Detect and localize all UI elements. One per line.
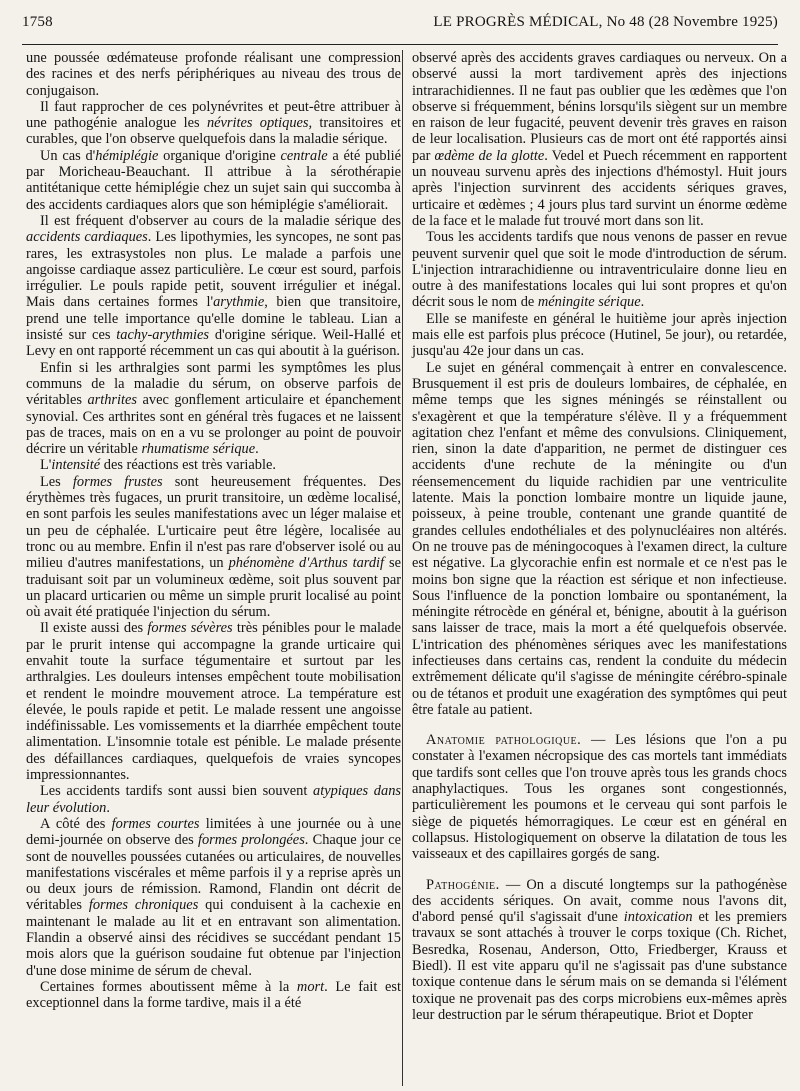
right-column [412, 50, 787, 1086]
paragraph: Elle se manifeste en général le huitième jour après injection mais elle est parfois plus précoce (Hutinel, 5e jour), ou retardée, jusqu'au 42e jour dans un cas. [412, 310, 787, 360]
paragraph: A côté des formes courtes limitées à une journée ou à une demi-journée on observe des formes prolongées. Chaque jour ce sont de nouvelles poussées cutanées ou articulaires, de nouvelles manifestations viscérales et même parfois il y a reprise après un ou deux jours de rémission. Ramond, Flandin ont décrit de véritables formes chroniques qui conduisent à la cachexie en maintenant le malade au lit et en entravant son alimentation. Flandin a observé ainsi des récidives se succédant pendant 15 mois alors que la guérison soudaine fut obtenue par l'injection d'une dose minime de sérum de cheval. [26, 815, 402, 979]
paragraph: Il existe aussi des formes sévères très pénibles pour le malade par le prurit intense qui accompagne la grande urticaire qui envahit toute la surface tégumentaire et surtout par les arthralgies. Les douleurs intenses empêchent toute mobilisation et rendent le moindre mouvement atroce. La température est élevée, le pouls rapide et petit. Le malade ressent une angoisse indéfinissable. Les vomissements et la diarrhée empêchent toute alimentation. L'insomnie totale est pénible. Le malade présente des défaillances cardiaques, quelquefois de vraies syncopes impressionnantes. [26, 620, 401, 784]
paragraph: observé après des accidents graves cardiaques ou nerveux. On a observé aussi la mort tardivement après des injections intrarachidiennes. Il ne faut pas oublier que les œdèmes que l'on observe si fréquemment, bénins lorsqu'ils siègent sur un membre en raison de leur fugacité, peuvent devenir très graves en raison de leur localisation. Plusieurs cas de mort ont été rapportés ainsi par œdème de la glotte. Vedel et Puech récemment en rapportent un nouveau survenu après des injections d'hémostyl. Huit jours après l'injection survinrent des accidents sériques graves, urticaire et œdèmes ; 4 jours plus tard survint un énorme œdème de la face et le malade fut trouvé mort dans son lit. [412, 50, 787, 229]
left-column [26, 50, 401, 1086]
paragraph: Les accidents tardifs sont aussi bien souvent atypiques dans leur évolution. [26, 783, 401, 816]
paragraph: Les formes frustes sont heureusement fréquentes. Des érythèmes très fugaces, un prurit transitoire, un œdème localisé, en sont parfois les seules manifestations avec un léger malaise et un peu de céphalée. L'urticaire peut être légère, localisée au tronc ou au membre. Enfin il n'est pas rare d'observer isolé ou au milieu d'autres manifestations, un phénomène d'Arthus tardif se traduisant soit par un volumineux œdème, soit plus souvent par un placard urticarien ou même un simple prurit localisé au point où avait été pratiquée l'injection du sérum. [26, 473, 401, 621]
column-divider [402, 50, 403, 1086]
paragraph: Un cas d'hémiplégie organique d'origine centrale a été publié par Moricheau-Beauchant. Il attribue à la sérothérapie antitétanique cette hémiplégie chez un sujet sain qui succomba à des accidents cardiaques alors que son hémiplégie s'améliorait. [26, 147, 401, 213]
section-anatomie: Anatomie pathologique. — Les lésions que l'on a pu constater à l'examen nécropsique des cas mortels tant immédiats que tardifs sont celles que l'on trouve après tous les grands chocs anaphylactiques. Tous les organes sont congestionnés, particulièrement les poumons et le cerveau qui sont parfois le siège de piquetés hémorragiques. Le cœur est en général en collapsus. Histologiquement on observe la dilatation de tous les vaisseaux et des capillaires gorgés de sang. [412, 732, 787, 863]
header-rule [22, 44, 778, 45]
paragraph: Enfin si les arthralgies sont parmi les symptômes les plus communs de la maladie du sérum, on observe parfois de véritables arthrites avec gonflement articulaire et épanchement synovial. Ces arthrites sont en général très fugaces et ne laissent pas de traces, mais on en a vu se prolonger au point de pouvoir décrire un véritable rhumatisme sérique. [26, 359, 401, 458]
paragraph: Tous les accidents tardifs que nous venons de passer en revue peuvent survenir quel que soit le mode d'introduction de sérum. L'injection intrarachidienne ou intraventriculaire donne lieu en outre à des manifestations locales qui lui sont propres et qu'on décrit sous le nom de méningite sérique. [412, 229, 787, 311]
page-number: 1758 [22, 14, 53, 30]
paragraph: une poussée œdémateuse profonde réalisant une compression des racines et des nerfs périphériques au niveau des trous de conjugaison. [26, 50, 401, 99]
paragraph: Le sujet en général commençait à entrer en convalescence. Brusquement il est pris de douleurs lombaires, de céphalée, en même temps que les signes méningés se réinstallent ou s'exagèrent et que la température s'élève. Il y a fréquemment agitation chez l'enfant et même des convulsions. Cliniquement, rien, sinon la date d'apparition, ne permet de distinguer ces accidents d'une rechute de la méningite ou d'un réensemencement du liquide rachidien par une ventriculite latente. Mais la ponction lombaire montre un liquide jaune, poisseux, à peine trouble, contenant une grande quantité de grandes cellules endothéliales et des polynucléaires non altérés. On ne trouve pas de méningocoques à l'examen direct, la culture est négative. La glycorachie enfin est normale et ce n'est pas le moins bon signe que la réaction est sérique et non infectieuse. Sous l'influence de la ponction lombaire ou spontanément, la méningite rétrocède en général et, bénigne, aboutit à la guérison sans laisser de trace, mais la mort a été quelquefois observée. L'intrication des phénomènes sériques avec les manifestations infectieuses dans certains cas, rendent la conduite du médecin extrêmement délicate qu'il s'agisse de méningite cérébro-spinale ou de tétanos et produit une exagération des symptômes qui peut être fatale au patient. [412, 359, 787, 718]
paragraph: Certaines formes aboutissent même à la mort. Le fait est exceptionnel dans la forme tardive, mais il a été [26, 978, 402, 1012]
page-header [22, 14, 778, 40]
paragraph: Il est fréquent d'observer au cours de la maladie sérique des accidents cardiaques. Les lipothymies, les syncopes, ne sont pas rares, les extrasystoles non plus. Le malade a parfois une angoisse cardiaque assez particulière. Le cœur est sourd, parfois irrégulier. Le pouls rapide petit, souvent irrégulier et inégal. Mais dans certaines formes l'arythmie, bien que transitoire, prend une telle importance qu'elle domine le tableau. Lian a insisté sur ces tachy-arythmies d'origine sérique. Weil-Hallé et Levy en ont rapporté récemment un cas qui aboutit à la guérison. [26, 212, 401, 360]
section-pathogenie: Pathogénie. — On a discuté longtemps sur la pathogénèse des accidents sériques. On avait, comme nous l'avons dit, d'abord pensé qu'il s'agissait d'une intoxication et les premiers travaux se sont attachés à trouver le corps toxique (Ch. Richet, Besredka, Rosenau, Anderson, Otto, Friedberger, Krauss et Biedl). Il est vite apparu qu'il ne s'agissait pas d'une substance toxique contenue dans le sérum mais on se demanda si l'élément toxique ne provenait pas des corps microbiens eux-mêmes après leur destruction par le sérum thérapeutique. Briot et Dopter [412, 876, 788, 1023]
running-title: LE PROGRÈS MÉDICAL, No 48 (28 Novembre 1925) [433, 14, 778, 30]
paragraph: Il faut rapprocher de ces polynévrites et peut-être attribuer à une pathogénie analogue les névrites optiques, transitoires et curables, que l'on observe quelquefois dans la maladie sérique. [26, 98, 402, 148]
section-heading: Anatomie pathologique. [426, 732, 582, 749]
section-heading: Pathogénie. [426, 876, 500, 893]
paragraph: L'intensité des réactions est très variable. [40, 457, 276, 474]
